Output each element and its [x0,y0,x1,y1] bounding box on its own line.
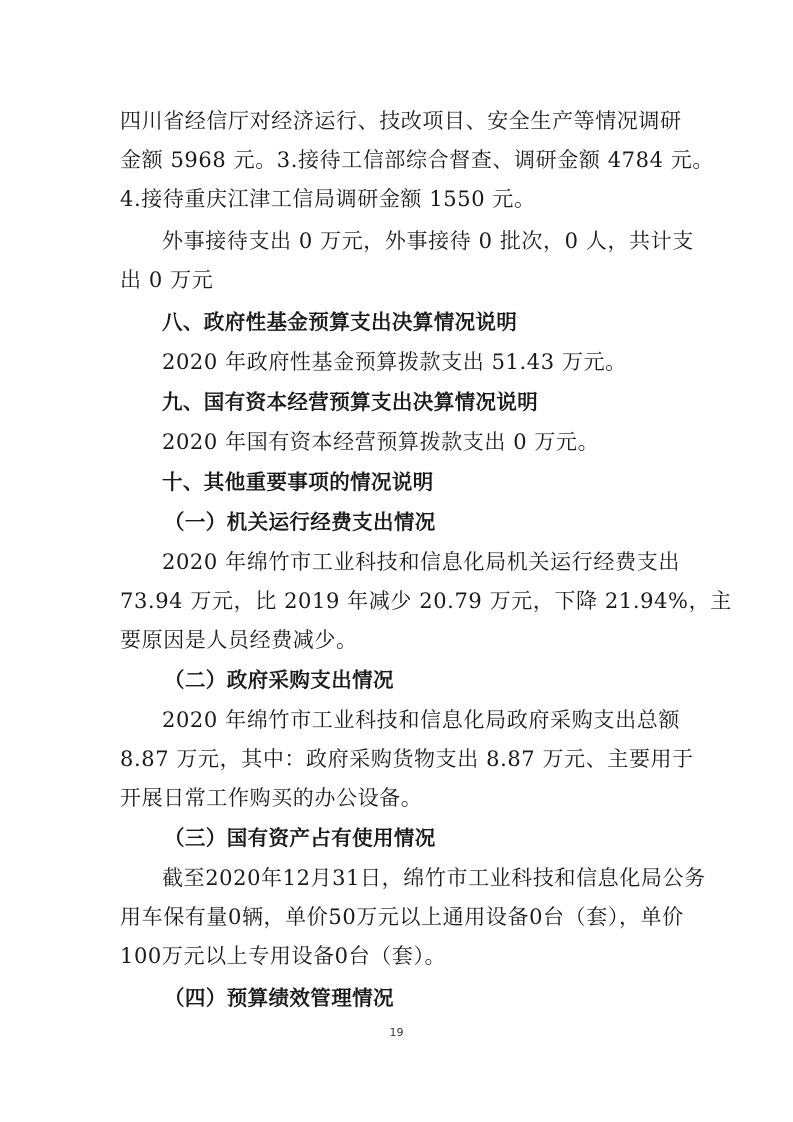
paragraph-line: 金额 5968 元。3.接待工信部综合督查、调研金额 4784 元。 [120,148,715,172]
paragraph-line: 要原因是人员经费减少。 [120,628,358,652]
paragraph-line: 73.94 万元，比 2019 年减少 20.79 万元，下降 21.94%，主 [120,589,732,613]
subsection-heading: （一）机关运行经费支出情况 [164,510,436,534]
section-heading: 十、其他重要事项的情况说明 [162,470,434,494]
subsection-heading: （二）政府采购支出情况 [164,668,394,692]
paragraph-line: 100万元以上专用设备0台（套）。 [120,944,447,968]
paragraph-line: 截至2020年12月31日，绵竹市工业科技和信息化局公务 [162,866,706,890]
subsection-heading: （三）国有资产占有使用情况 [164,826,436,850]
paragraph-line: 2020 年绵竹市工业科技和信息化局机关运行经费支出 [162,550,680,574]
paragraph-line: 外事接待支出 0 万元，外事接待 0 批次，0 人，共计支 [162,229,694,253]
subsection-heading: （四）预算绩效管理情况 [164,986,394,1010]
paragraph-line: 2020 年绵竹市工业科技和信息化局政府采购支出总额 [162,708,680,732]
section-heading: 八、政府性基金预算支出决算情况说明 [162,310,518,334]
paragraph-line: 出 0 万元 [120,268,214,292]
paragraph-line: 四川省经信厅对经济运行、技改项目、安全生产等情况调研 [120,109,682,133]
page-number: 19 [389,1026,404,1039]
paragraph-line: 2020 年政府性基金预算拨款支出 51.43 万元。 [162,350,627,374]
paragraph-line: 4.接待重庆江津工信局调研金额 1550 元。 [120,187,536,211]
paragraph-line: 8.87 万元，其中：政府采购货物支出 8.87 万元、主要用于 [120,747,694,771]
section-heading: 九、国有资本经营预算支出决算情况说明 [162,390,539,414]
paragraph-line: 用车保有量0辆，单价50万元以上通用设备0台（套），单价 [120,905,684,929]
paragraph-line: 2020 年国有资本经营预算拨款支出 0 万元。 [162,430,600,454]
paragraph-line: 开展日常工作购买的办公设备。 [120,786,423,810]
